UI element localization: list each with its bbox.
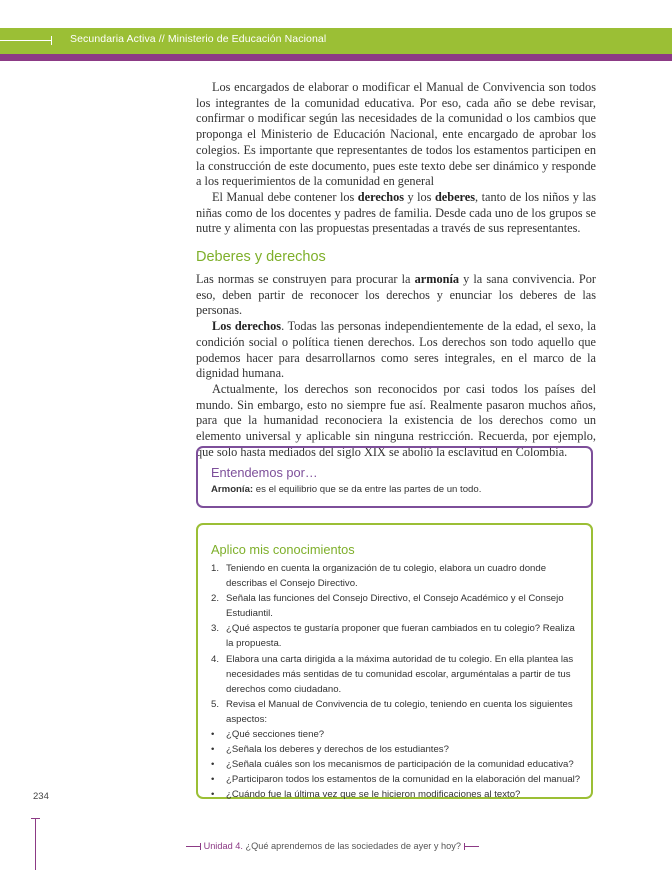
- activity-bullet-2: • ¿Señala los deberes y derechos de los estudiantes?: [211, 744, 449, 756]
- keyword-armonia: armonía: [414, 272, 460, 286]
- footer-unit: Unidad 4.: [203, 841, 243, 851]
- header-decorative-cap: [51, 36, 52, 45]
- activity-bullet-3: • ¿Señala cuáles son los mecanismos de participación de la comunidad educativa?: [211, 759, 574, 771]
- section-title: Deberes y derechos: [196, 249, 326, 265]
- activity-item-4: 4. Elabora una carta dirigida a la máxima autoridad de tu colegio. En ella plantea las necesidades más sentidas de tu comunidad escolar, arguméntalas a partir de tus derechos como ciudadano.: [211, 653, 574, 695]
- intro-paragraph-2: El Manual debe contener los derechos y los deberes, tanto de los niños y las niñas como de los docentes y padres de familia. Desde cada uno de los grupos se nutre y alimenta con las propuestas presentadas a través de sus representantes.: [196, 189, 596, 236]
- intro-text: [196, 80, 596, 237]
- footer: [186, 841, 479, 851]
- footer-line-right: [465, 846, 479, 847]
- footer-title: ¿Qué aprendemos de las sociedades de ayer y hoy?: [242, 841, 461, 851]
- margin-line: [35, 818, 36, 870]
- footer-line-left: [186, 846, 200, 847]
- definition-term: Armonía:: [211, 484, 254, 495]
- activity-item-5: 5. Revisa el Manual de Convivencia de tu colegio, teniendo en cuenta los siguientes aspectos:: [211, 698, 573, 725]
- definition-text: Armonía: es el equilibrio que se da entre las partes de un todo.: [211, 484, 482, 495]
- activity-title: Aplico mis conocimientos: [211, 542, 355, 557]
- activity-bullet-4: • ¿Participaron todos los estamentos de la comunidad en la elaboración del manual?: [211, 774, 581, 786]
- footer-cap-left: [200, 843, 201, 850]
- section-paragraph-2: Los derechos. Todas las personas independientemente de la edad, el sexo, la condición social o política tienen derechos. Los derechos son todo aquello que podemos hacer para desarrollarnos como seres integrales, en el marco de la dignidad humana.: [196, 319, 596, 381]
- section-text: [196, 272, 596, 460]
- header-decorative-line: [0, 40, 52, 41]
- activity-item-3: 3. ¿Qué aspectos te gustaría proponer que fueran cambiados en tu colegio? Realiza la propuesta.: [211, 623, 575, 650]
- running-header: Secundaria Activa // Ministerio de Educación Nacional: [70, 33, 327, 45]
- intro-paragraph-1: Los encargados de elaborar o modificar el Manual de Convivencia son todos los integrantes de la comunidad educativa. Por eso, cada año se debe revisar, confirmar o modificar según las necesidades de la comunidad o los cambios que proponga el Ministerio de Educación Nacional, ente encargado de aprobar los colegios. Es importante que representantes de todos los estamentos participen en la construcción de este documento, pues este texto debe ser dinámico y responde a los requerimientos de la comunidad en general: [196, 80, 596, 189]
- page-number: 234: [33, 791, 49, 802]
- activity-item-2: 2. Señala las funciones del Consejo Directivo, el Consejo Académico y el Consejo Estudiantil.: [211, 593, 564, 620]
- header-accent-line: [0, 54, 672, 61]
- keyword-deberes: deberes: [434, 189, 476, 204]
- keyword-los-derechos: Los derechos: [212, 319, 282, 334]
- definition-title: Entendemos por…: [211, 465, 318, 480]
- keyword-derechos: derechos: [357, 189, 405, 204]
- activity-bullet-1: • ¿Qué secciones tiene?: [211, 729, 325, 741]
- section-paragraph-1: Las normas se construyen para procurar la armonía y la sana convivencia. Por eso, deben partir de reconocer los derechos y enunciar los deberes de las personas.: [196, 272, 596, 318]
- activity-box: [196, 523, 593, 799]
- section-paragraph-3: Actualmente, los derechos son reconocidos por casi todos los países del mundo. Sin embargo, esto no siempre fue así. Realmente pasaron muchos años, para que la humanidad reconociera la existencia de los derechos como un elemento universal y aplicable sin ninguna restricción. Recuerda, por ejemplo, que solo hasta mediados del siglo XIX se abolió la esclavitud en Colombia.: [196, 381, 596, 459]
- activity-item-1: 1. Teniendo en cuenta la organización de tu colegio, elabora un cuadro donde describas el Consejo Directivo.: [211, 563, 547, 590]
- activity-bullet-5: • ¿Cuándo fue la última vez que se le hicieron modificaciones al texto?: [211, 789, 521, 801]
- definition-box: [196, 446, 593, 508]
- activity-list: [211, 561, 583, 803]
